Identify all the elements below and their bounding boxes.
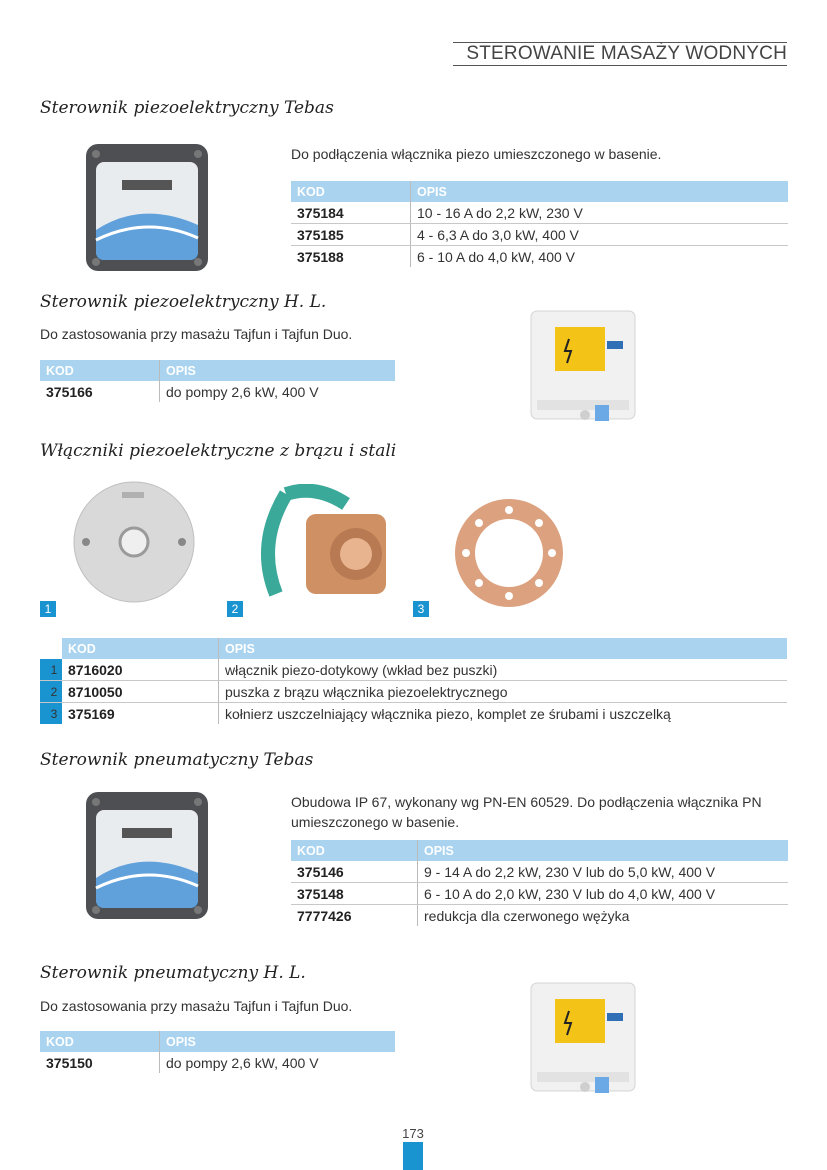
description-cell: 6 - 10 A do 2,0 kW, 230 V lub do 4,0 kW, 400 V — [418, 883, 789, 905]
section-title-pneumatic-hl: Sterownik pneumatyczny H. L. — [40, 963, 306, 983]
description-cell: 6 - 10 A do 4,0 kW, 400 V — [411, 246, 789, 268]
section-description: Do podłączenia włącznika piezo umieszczonego w basenie. — [291, 146, 662, 162]
code-cell: 375185 — [291, 224, 411, 246]
code-cell: 375150 — [46, 1054, 93, 1071]
code-cell: 375169 — [68, 705, 115, 722]
table-row — [40, 681, 787, 703]
description-cell: 9 - 14 A do 2,2 kW, 230 V lub do 5,0 kW, 400 V — [418, 861, 789, 883]
bronze-flange-image — [452, 496, 567, 611]
table-header-blank — [40, 638, 62, 659]
table-row — [291, 202, 788, 224]
table-row — [291, 883, 788, 905]
description-cell: 4 - 6,3 A do 3,0 kW, 400 V — [411, 224, 789, 246]
description-cell: do pompy 2,6 kW, 400 V — [160, 1052, 396, 1073]
row-number: 1 — [40, 659, 62, 681]
code-cell: 7777426 — [297, 907, 352, 924]
table-row — [40, 1052, 395, 1073]
section-description: Do zastosowania przy masażu Tajfun i Tajfun Duo. — [40, 998, 353, 1014]
code-cell: 375184 — [291, 202, 411, 224]
row-number: 2 — [40, 681, 62, 703]
table-header-kod: KOD — [62, 638, 219, 659]
table-header-opis: OPIS — [411, 181, 789, 202]
spec-table — [40, 638, 787, 724]
table-row — [291, 905, 788, 927]
description-cell: do pompy 2,6 kW, 400 V — [160, 381, 396, 402]
hl-controller-box-image — [525, 305, 640, 430]
tebas-controller-image — [82, 140, 212, 275]
table-header-opis: OPIS — [418, 840, 789, 861]
spec-table — [291, 181, 788, 267]
row-number: 3 — [40, 703, 62, 725]
spec-table — [40, 1031, 395, 1073]
description-cell: puszka z brązu włącznika piezoelektrycznego — [219, 681, 788, 703]
table-header-kod: KOD — [291, 181, 411, 202]
code-cell: 8710050 — [62, 681, 219, 703]
bronze-housing-image — [256, 484, 396, 609]
steel-switch-image — [70, 480, 198, 605]
code-cell: 375188 — [297, 248, 344, 265]
image-label-3: 3 — [413, 601, 429, 617]
table-header-opis: OPIS — [160, 360, 396, 381]
table-row — [40, 703, 787, 725]
section-title-pneumatic-tebas: Sterownik pneumatyczny Tebas — [40, 750, 314, 770]
table-row — [291, 246, 788, 268]
section-title-switches: Włączniki piezoelektryczne z brązu i stali — [40, 441, 397, 461]
section-title-piezo-tebas: Sterownik piezoelektryczny Tebas — [40, 98, 334, 118]
spec-table — [291, 840, 788, 926]
image-label-2: 2 — [227, 601, 243, 617]
image-label-1: 1 — [40, 601, 56, 617]
table-row — [40, 381, 395, 402]
code-cell: 375148 — [291, 883, 418, 905]
section-description: Obudowa IP 67, wykonany wg PN-EN 60529. Do podłączenia włącznika PN umieszczonego w basenie. — [291, 794, 762, 830]
hl-pneumatic-box-image — [525, 977, 640, 1102]
table-row — [40, 659, 787, 681]
table-row — [291, 861, 788, 883]
table-header-opis: OPIS — [219, 638, 788, 659]
description-cell: 10 - 16 A do 2,2 kW, 230 V — [411, 202, 789, 224]
page-tab-marker — [403, 1142, 423, 1170]
section-description: Do zastosowania przy masażu Tajfun i Tajfun Duo. — [40, 326, 353, 342]
description-cell: włącznik piezo-dotykowy (wkład bez puszki) — [219, 659, 788, 681]
table-header-kod: KOD — [40, 1031, 160, 1052]
spec-table — [40, 360, 395, 402]
page-number: 173 — [402, 1126, 424, 1141]
pneumatic-tebas-image — [82, 788, 212, 923]
description-cell: kołnierz uszczelniający włącznika piezo, komplet ze śrubami i uszczelką — [219, 703, 788, 725]
page-header: STEROWANIE MASAŻY WODNYCH — [453, 42, 787, 66]
code-cell: 8716020 — [62, 659, 219, 681]
table-header-kod: KOD — [291, 840, 418, 861]
table-header-opis: OPIS — [160, 1031, 396, 1052]
code-cell: 375146 — [291, 861, 418, 883]
table-row — [291, 224, 788, 246]
description-cell: redukcja dla czerwonego wężyka — [418, 905, 789, 927]
code-cell: 375166 — [46, 383, 93, 400]
table-header-kod: KOD — [40, 360, 160, 381]
section-title-piezo-hl: Sterownik piezoelektryczny H. L. — [40, 292, 327, 312]
